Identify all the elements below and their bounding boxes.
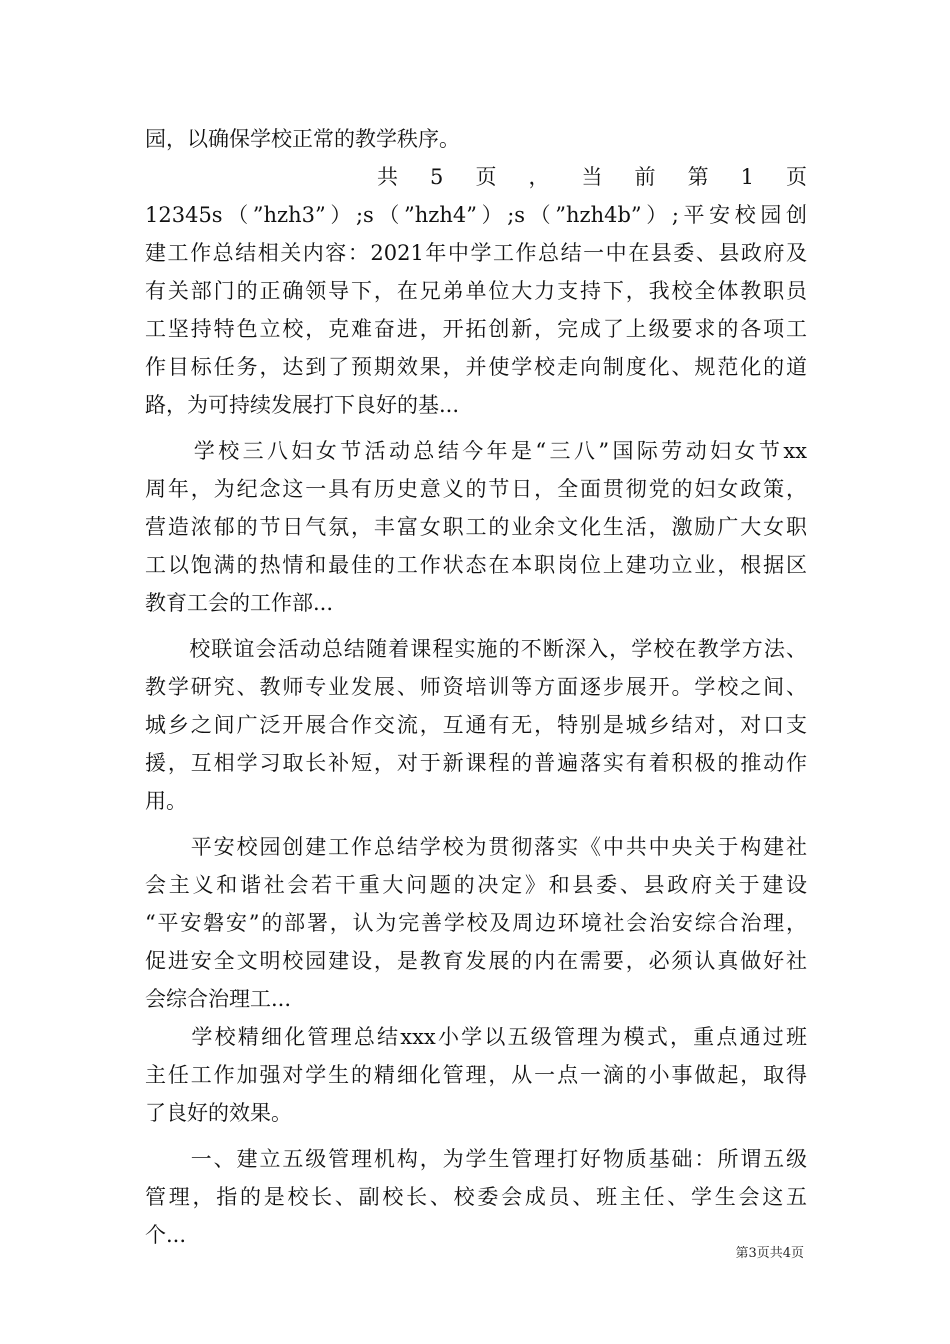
text-line: 教育工会的工作部... xyxy=(145,591,334,615)
text-line: “平安磐安”的部署，认为完善学校及周边环境社会治安综合治理， xyxy=(145,911,807,935)
text-line: 园，以确保学校正常的教学秩序。 xyxy=(145,127,460,151)
page-counter-current: 1 xyxy=(740,165,754,189)
text-line: 管理，指的是校长、副校长、校委会成员、班主任、学生会这五 xyxy=(145,1185,807,1209)
text-line: 工坚持特色立校，克难奋进，开拓创新，完成了上级要求的各项工 xyxy=(145,317,807,341)
page-counter-gong: 共 xyxy=(377,165,398,189)
page-counter-dang: 当 xyxy=(581,165,603,189)
text-line: 会主义和谐社会若干重大问题的决定》和县委、县政府关于建设 xyxy=(145,873,807,897)
text-line: 个... xyxy=(145,1223,187,1247)
text-line: 营造浓郁的节日气氛，丰富女职工的业余文化生活，激励广大女职 xyxy=(145,515,807,539)
paragraph-womens-day xyxy=(145,432,807,622)
text-line: 工以饱满的热情和最佳的工作状态在本职岗位上建功立业，根据区 xyxy=(145,553,807,577)
page-counter-total: 5 xyxy=(430,165,444,189)
page-counter-qian: 前 xyxy=(634,165,656,189)
text-line: 周年，为纪念这一具有历史意义的节日，全面贯彻党的妇女政策， xyxy=(145,477,807,501)
text-line: 学校精细化管理总结xxx小学以五级管理为模式，重点通过班 xyxy=(145,1025,807,1049)
text-line: 平安校园创建工作总结学校为贯彻落实《中共中央关于构建社 xyxy=(145,835,807,859)
text-line: 路，为可持续发展打下良好的基... xyxy=(145,393,460,417)
text-line: 主任工作加强对学生的精细化管理，从一点一滴的小事做起，取得 xyxy=(145,1063,807,1087)
paragraph-safe-campus xyxy=(145,828,807,1018)
text-line: 有关部门的正确领导下，在兄弟单位大力支持下，我校全体教职员 xyxy=(145,279,807,303)
page-counter-ye2: 页 xyxy=(786,165,807,189)
text-line: 了良好的效果。 xyxy=(145,1101,292,1125)
text-line: 会综合治理工... xyxy=(145,987,292,1011)
text-line: 一、建立五级管理机构，为学生管理打好物质基础：所谓五级 xyxy=(145,1147,807,1171)
text-line: 学校三八妇女节活动总结今年是“三八”国际劳动妇女节xx xyxy=(145,439,807,463)
text-line: 12345s（”hzh3”）;s（”hzh4”）;s（”hzh4b”）;平安校园创 xyxy=(145,203,807,227)
page-counter-comma: ， xyxy=(528,165,550,189)
paragraph-refined-management xyxy=(145,1018,807,1132)
page-counter-di: 第 xyxy=(687,165,709,189)
page-counter xyxy=(377,158,807,196)
document-body xyxy=(145,120,807,1254)
text-line: 建工作总结相关内容：2021年中学工作总结一中在县委、县政府及 xyxy=(145,241,807,265)
paragraph-five-level-management xyxy=(145,1140,807,1254)
text-line: 校联谊会活动总结随着课程实施的不断深入，学校在教学方法、 xyxy=(145,637,807,661)
paragraph-school-association xyxy=(145,630,807,820)
text-line: 城乡之间广泛开展合作交流，互通有无，特别是城乡结对，对口支 xyxy=(145,713,807,737)
page-counter-ye: 页 xyxy=(475,165,497,189)
text-line: 援，互相学习取长补短，对于新课程的普遍落实有着积极的推动作 xyxy=(145,751,807,775)
page-footer: 第3页共4页 xyxy=(735,1246,804,1261)
text-line: 作目标任务，达到了预期效果，并使学校走向制度化、规范化的道 xyxy=(145,355,807,379)
text-line: 促进安全文明校园建设，是教育发展的内在需要，必须认真做好社 xyxy=(145,949,807,973)
page-counter-line xyxy=(145,158,807,196)
text-line: 用。 xyxy=(145,789,187,813)
text-line: 教学研究、教师专业发展、师资培训等方面逐步展开。学校之间、 xyxy=(145,675,807,699)
